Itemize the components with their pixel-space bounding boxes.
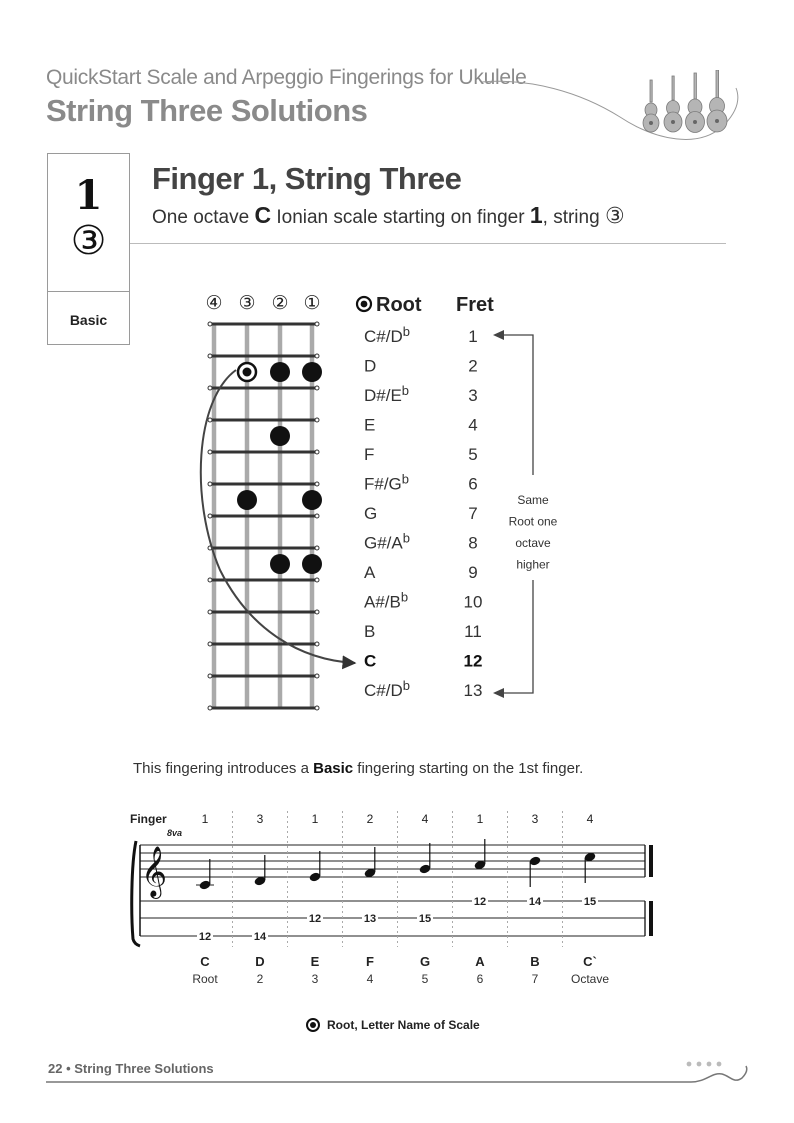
note-name: D <box>364 356 377 376</box>
finger-number: 2 <box>366 812 374 826</box>
fingering-level: Basic <box>69 312 108 328</box>
scale-degree: Root <box>192 972 218 986</box>
legend-text: Root, Letter Name of Scale <box>327 1018 480 1032</box>
staff-note <box>254 855 267 887</box>
subtitle-text-2: Ionian scale starting on finger <box>271 207 530 228</box>
fret-table-row <box>364 590 482 612</box>
string-label: ④ <box>205 293 223 314</box>
string-label: ① <box>303 293 321 314</box>
fret-number: 2 <box>468 356 478 376</box>
fret-number: 10 <box>463 592 483 612</box>
scale-degree: Octave <box>570 972 610 986</box>
caption-bold: Basic <box>313 760 354 777</box>
ottava-mark: 8va <box>167 828 183 838</box>
root-header <box>357 294 422 316</box>
finger-number: 3 <box>531 812 539 826</box>
string-label: ③ <box>238 293 256 314</box>
notation-tab <box>120 805 670 1000</box>
finger-row-label: Finger <box>130 812 167 826</box>
tab-number <box>307 912 323 925</box>
note-name: C <box>364 651 377 671</box>
staff-note <box>529 855 542 887</box>
finger-dot <box>270 554 290 574</box>
staff-note <box>584 851 597 883</box>
fret-number: 12 <box>463 651 483 671</box>
final-barline <box>645 845 653 936</box>
note-name: $C\#/D^b$ <box>364 678 410 700</box>
note-letter: G <box>419 954 431 969</box>
scale-degree: 3 <box>311 972 319 986</box>
fret-number: 6 <box>468 474 478 494</box>
svg-text:14: 14 <box>253 931 267 943</box>
svg-text:14: 14 <box>528 896 542 908</box>
tab-number <box>197 930 213 943</box>
scale-degree: 4 <box>366 972 374 986</box>
subtitle-string: ③ <box>604 204 625 229</box>
subtitle-text-1: One octave <box>152 207 255 228</box>
finger-number: 1 <box>476 812 484 826</box>
fretboard-diagram <box>190 280 570 720</box>
finger-number: 4 <box>421 812 429 826</box>
fret-number: 1 <box>468 327 478 346</box>
string-number-symbol: ③ <box>70 218 107 264</box>
root-symbol-icon <box>306 1018 320 1032</box>
note-name: $D\#/E^b$ <box>364 383 410 405</box>
fret-table-row <box>364 504 478 523</box>
string-label: ② <box>271 293 289 314</box>
fret-number: 3 <box>468 386 478 405</box>
title-rule <box>130 243 726 244</box>
treble-clef-icon: 𝄞 <box>141 847 168 896</box>
finger-dot <box>302 490 322 510</box>
system-brace <box>132 841 140 946</box>
tab-number <box>582 895 598 908</box>
octave-note-line: Same <box>517 493 549 507</box>
svg-text:15: 15 <box>583 896 597 908</box>
fret-number: 13 <box>463 681 483 700</box>
fret-table-row <box>364 622 482 641</box>
ukulele-family-icon <box>640 70 730 136</box>
tab-number <box>527 895 543 908</box>
fret-table-row <box>364 678 482 700</box>
staff-note <box>309 851 322 883</box>
fret-table-row <box>364 324 478 346</box>
staff-note <box>364 847 377 879</box>
staff-note <box>419 843 432 875</box>
note-name: $C\#/D^b$ <box>364 324 410 346</box>
octave-note-line: Root one <box>508 514 558 529</box>
page-footer: 22 • String Three Solutions <box>48 1061 214 1076</box>
fret-number: 4 <box>468 415 478 435</box>
fret-table-row <box>364 652 482 671</box>
finger-dot <box>237 490 257 510</box>
fret-table-row <box>364 357 478 376</box>
note-name: $G\#/A^b$ <box>364 530 410 553</box>
fingering-number: 1 <box>74 172 103 219</box>
fingering-id-box <box>47 153 130 345</box>
string-labels <box>205 293 320 314</box>
root-dot <box>238 363 256 381</box>
fret-number: 5 <box>468 445 478 464</box>
caption-text-2: fingering starting on the 1st finger. <box>353 760 584 777</box>
figure-subtitle <box>152 202 625 229</box>
fret-number: 9 <box>468 563 478 582</box>
note-name: G <box>364 504 378 523</box>
root-legend <box>306 1018 480 1032</box>
tab-number <box>252 930 268 943</box>
note-letter: C <box>200 954 210 969</box>
finger-number: 1 <box>311 812 319 826</box>
scale-degree: 2 <box>256 972 264 986</box>
scale-degree: 6 <box>476 972 484 986</box>
tab-lines <box>140 901 645 936</box>
note-letter: C` <box>583 954 597 969</box>
note-name: $A\#/B^b$ <box>364 589 409 612</box>
caption-text-1: This fingering introduces a <box>133 760 314 777</box>
fret-table-row <box>364 416 478 435</box>
footer-rule <box>46 1058 756 1088</box>
note-letter: A <box>475 954 485 969</box>
fret-table-row <box>364 563 478 582</box>
note-letter: E <box>310 954 320 969</box>
finger-number: 1 <box>201 812 209 826</box>
svg-text:13: 13 <box>363 913 377 925</box>
figure-title: Finger 1, String Three <box>152 161 462 196</box>
staff-notes <box>196 839 596 891</box>
staff-note <box>196 859 214 891</box>
subtitle-finger: 1 <box>529 202 543 228</box>
subtitle-text-3: , string <box>542 207 605 228</box>
tab-number <box>472 895 488 908</box>
section-title: String Three Solutions <box>46 93 368 128</box>
scale-degree: 5 <box>421 972 429 986</box>
subtitle-key: C <box>254 202 272 228</box>
finger-dot <box>270 362 290 382</box>
note-letter: F <box>366 954 374 969</box>
note-name: B <box>364 622 376 641</box>
fret-header-label: Fret <box>456 294 494 316</box>
svg-text:12: 12 <box>198 931 212 943</box>
svg-text:12: 12 <box>308 913 322 925</box>
svg-text:12: 12 <box>473 896 487 908</box>
finger-number: 4 <box>586 812 594 826</box>
note-letter: B <box>530 954 540 969</box>
note-name: $F\#/G^b$ <box>364 471 410 494</box>
root-header-label: Root <box>376 294 422 316</box>
finger-dot <box>270 426 290 446</box>
beat-guides <box>233 811 563 947</box>
note-name: F <box>364 445 375 464</box>
note-name: E <box>364 415 376 435</box>
octave-note-line: higher <box>516 557 550 572</box>
book-title: QuickStart Scale and Arpeggio Fingerings for Ukulele <box>46 66 527 89</box>
scale-degrees <box>192 972 609 986</box>
finger-number: 3 <box>256 812 264 826</box>
staff-note <box>474 839 487 871</box>
svg-text:15: 15 <box>418 913 432 925</box>
fret-number: 7 <box>468 504 478 523</box>
note-letter: D <box>255 954 265 969</box>
fingering-caption <box>133 760 583 777</box>
octave-note-line: octave <box>515 536 551 550</box>
fret-number: 8 <box>468 533 478 553</box>
staff-lines <box>140 845 645 877</box>
tab-number <box>417 912 433 925</box>
tab-number <box>362 912 378 925</box>
id-box-divider <box>48 291 129 292</box>
scale-degree: 7 <box>531 972 539 986</box>
fret-table-row <box>364 383 478 405</box>
fret-table-row <box>364 472 478 494</box>
finger-dot <box>302 554 322 574</box>
fret-table-rows <box>364 324 482 700</box>
note-name: A <box>364 563 376 582</box>
fret-table-row <box>364 445 478 464</box>
finger-dot <box>302 362 322 382</box>
finger-numbers <box>202 812 594 826</box>
fret-number: 11 <box>464 622 482 641</box>
fret-table-row <box>364 531 478 553</box>
note-names <box>200 954 597 969</box>
octave-note <box>509 493 558 572</box>
